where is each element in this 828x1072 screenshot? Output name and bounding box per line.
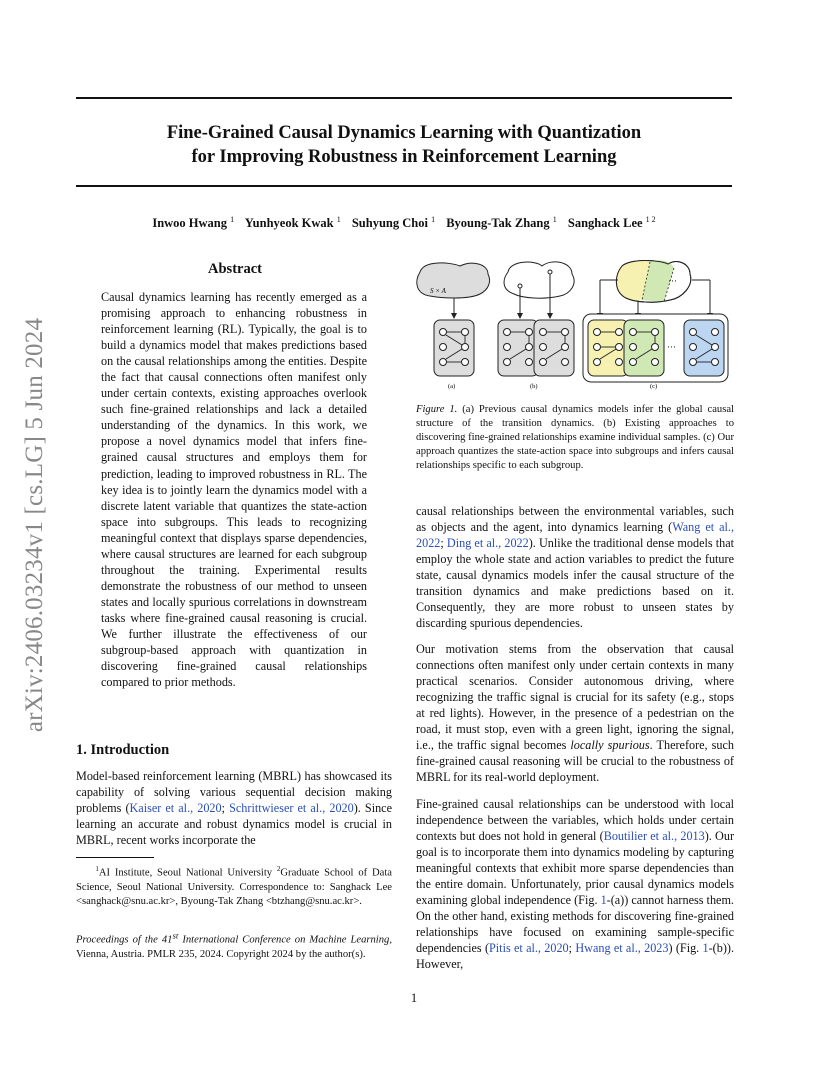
arxiv-stamp — [20, 295, 50, 755]
title-bottom-rule — [76, 185, 732, 187]
citation-link[interactable]: Hwang et al., 2023 — [575, 941, 669, 955]
abstract-heading: Abstract — [208, 261, 262, 277]
abstract-body: Causal dynamics learning has recently emerged as a promising approach to enhancing robustness in reinforcement learning (RL). Typically, the goal is to build a dynamics model that makes predictions based on the causal relationships among the entities. Despite the fact that causal connections often manifest only under certain contexts, existing approaches overlook such fine-grained relationships and lack a detailed understanding of the dynamics. In this work, we propose a novel dynamics model that infers fine-grained causal structures and employs them for prediction, leading to improved robustness in RL. The key idea is to jointly learn the dynamics model with a discrete latent variable that quantizes the state-action space into subgroups. This leads to recognizing meaningful context that displays sparse dependencies, where causal structures are learned for each subgroup throughout the training. Experimental results demonstrate the robustness of our method to unseen states and locally spurious correlations in downstream tasks where fine-grained causal reasoning is crucial. We further illustrate the effectiveness of our subgroup-based approach with quantization in discovering fine-grained causal relationships compared to prior methods. — [101, 290, 367, 690]
paper-title — [76, 121, 732, 169]
figure-1-caption: Figure 1. (a) Previous causal dynamics models infer the global causal structure of the transition dynamics. (b) Existing approaches to discovering fine-grained relationships examine individual samples. (c) Our approach quantizes the state-action space into subgroups and infers causal relationships specific to each subgroup. — [416, 404, 734, 471]
state-action-cloud — [417, 263, 490, 298]
author-list — [76, 215, 732, 231]
citation-link[interactable]: Wang et al., 2022 — [416, 520, 734, 550]
citation-link[interactable]: Boutilier et al., 2013 — [603, 829, 705, 843]
citation-link[interactable]: Pitis et al., 2020 — [489, 941, 569, 955]
figure-link[interactable]: 1 — [702, 941, 709, 955]
figure-link[interactable]: 1 — [600, 893, 607, 907]
subfigure-label-c: (c) — [650, 383, 658, 390]
author: Yunhyeok Kwak $^1$ — [244, 215, 341, 231]
citation-link[interactable]: Schrittwieser et al., 2020 — [229, 801, 354, 815]
sample-cloud — [504, 262, 574, 298]
state-action-label: S × A — [430, 287, 446, 295]
affiliation-footnote: $^1$AI Institute, Seoul National University $^2$Graduate School of Data Science, Seoul National University. Correspondence to: Sanghack Lee <sanghack@snu.ac.kr>, Byoung-Tak Zhang <btzhang@snu.ac.kr>. — [76, 865, 392, 907]
intro-paragraph: Model-based reinforcement learning (MBRL) has showcased its capability of solving various sequential decision making problems (Kaiser et al., 2020; Schrittwieser et al., 2020). Since learning an accurate and robust dynamics model is crucial in MBRL, recent works incorporate the — [76, 769, 392, 847]
body-paragraph: Fine-grained causal relationships can be understood with local independence between the variables, which holds under certain contexts but does not hold in general (Boutilier et al., 2013). Our goal is to incorporate them into dynamics modeling by capturing meaningful contexts that exhibit more sparse dependencies than the entire domain. Unfortunately, prior causal dynamics models examining global independence (Fig. 1-(a)) cannot harness them. On the other hand, existing methods for discovering fine-grained relationships have focused on examining sample-specific dependencies (Pitis et al., 2020; Hwang et al., 2023) (Fig. 1-(b)). However, — [416, 797, 735, 971]
body-paragraph: Our motivation stems from the observation that causal connections often manifest only under certain contexts in many practical scenarios. Consider autonomous driving, where recognizing the traffic signal is crucial for its safety (e.g., stops at red lights). However, in the presence of a pedestrian on the road, it must stop, even with a green light, ignoring the signal, i.e., the traffic signal becomes locally spurious. Therefore, such fine-grained causal reasoning will be crucial to the robustness of MBRL for its real-world deployment. — [416, 642, 735, 784]
body-paragraph: causal relationships between the environmental variables, such as objects and the agent, into dynamics learning (Wang et al., 2022; Ding et al., 2022). Unlike the traditional dense models that employ the whole state and action variables to predict the future state, causal dynamics models infer the causal structure of the transition dynamics and make predictions based on it. Consequently, they are more robust to unseen states by discarding spurious dependencies. — [416, 504, 735, 630]
proceedings-note: Proceedings of the 41st International Conference on Machine Learning, Vienna, Austria. PMLR 235, 2024. Copyright 2024 by the author(s). — [76, 930, 392, 960]
author: Suhyung Choi $^1$ — [351, 215, 436, 231]
author: Byoung-Tak Zhang $^1$ — [446, 215, 557, 231]
arxiv-id: arXiv:2406.03234v1 [cs.LG] 5 Jun 2024 — [21, 317, 48, 733]
title-line-1: Fine-Grained Causal Dynamics Learning with Quantization — [166, 123, 642, 143]
page-number: 1 — [410, 991, 418, 1005]
subfigure-label-b: (b) — [530, 383, 538, 390]
citation-link[interactable]: Kaiser et al., 2020 — [129, 801, 222, 815]
ellipsis: ··· — [667, 342, 676, 352]
author: Sanghack Lee $^{1 2}$ — [567, 215, 656, 231]
top-rule — [76, 97, 732, 99]
footnote-rule — [76, 857, 154, 858]
figure-1-diagram — [410, 258, 734, 392]
author: Inwoo Hwang $^1$ — [152, 215, 235, 231]
citation-link[interactable]: Ding et al., 2022 — [446, 536, 529, 550]
ellipsis: ··· — [668, 276, 677, 286]
title-line-2: for Improving Robustness in Reinforcement Learning — [191, 147, 617, 167]
subfigure-label-a: (a) — [448, 383, 456, 390]
section-heading-introduction: 1. Introduction — [76, 742, 170, 758]
